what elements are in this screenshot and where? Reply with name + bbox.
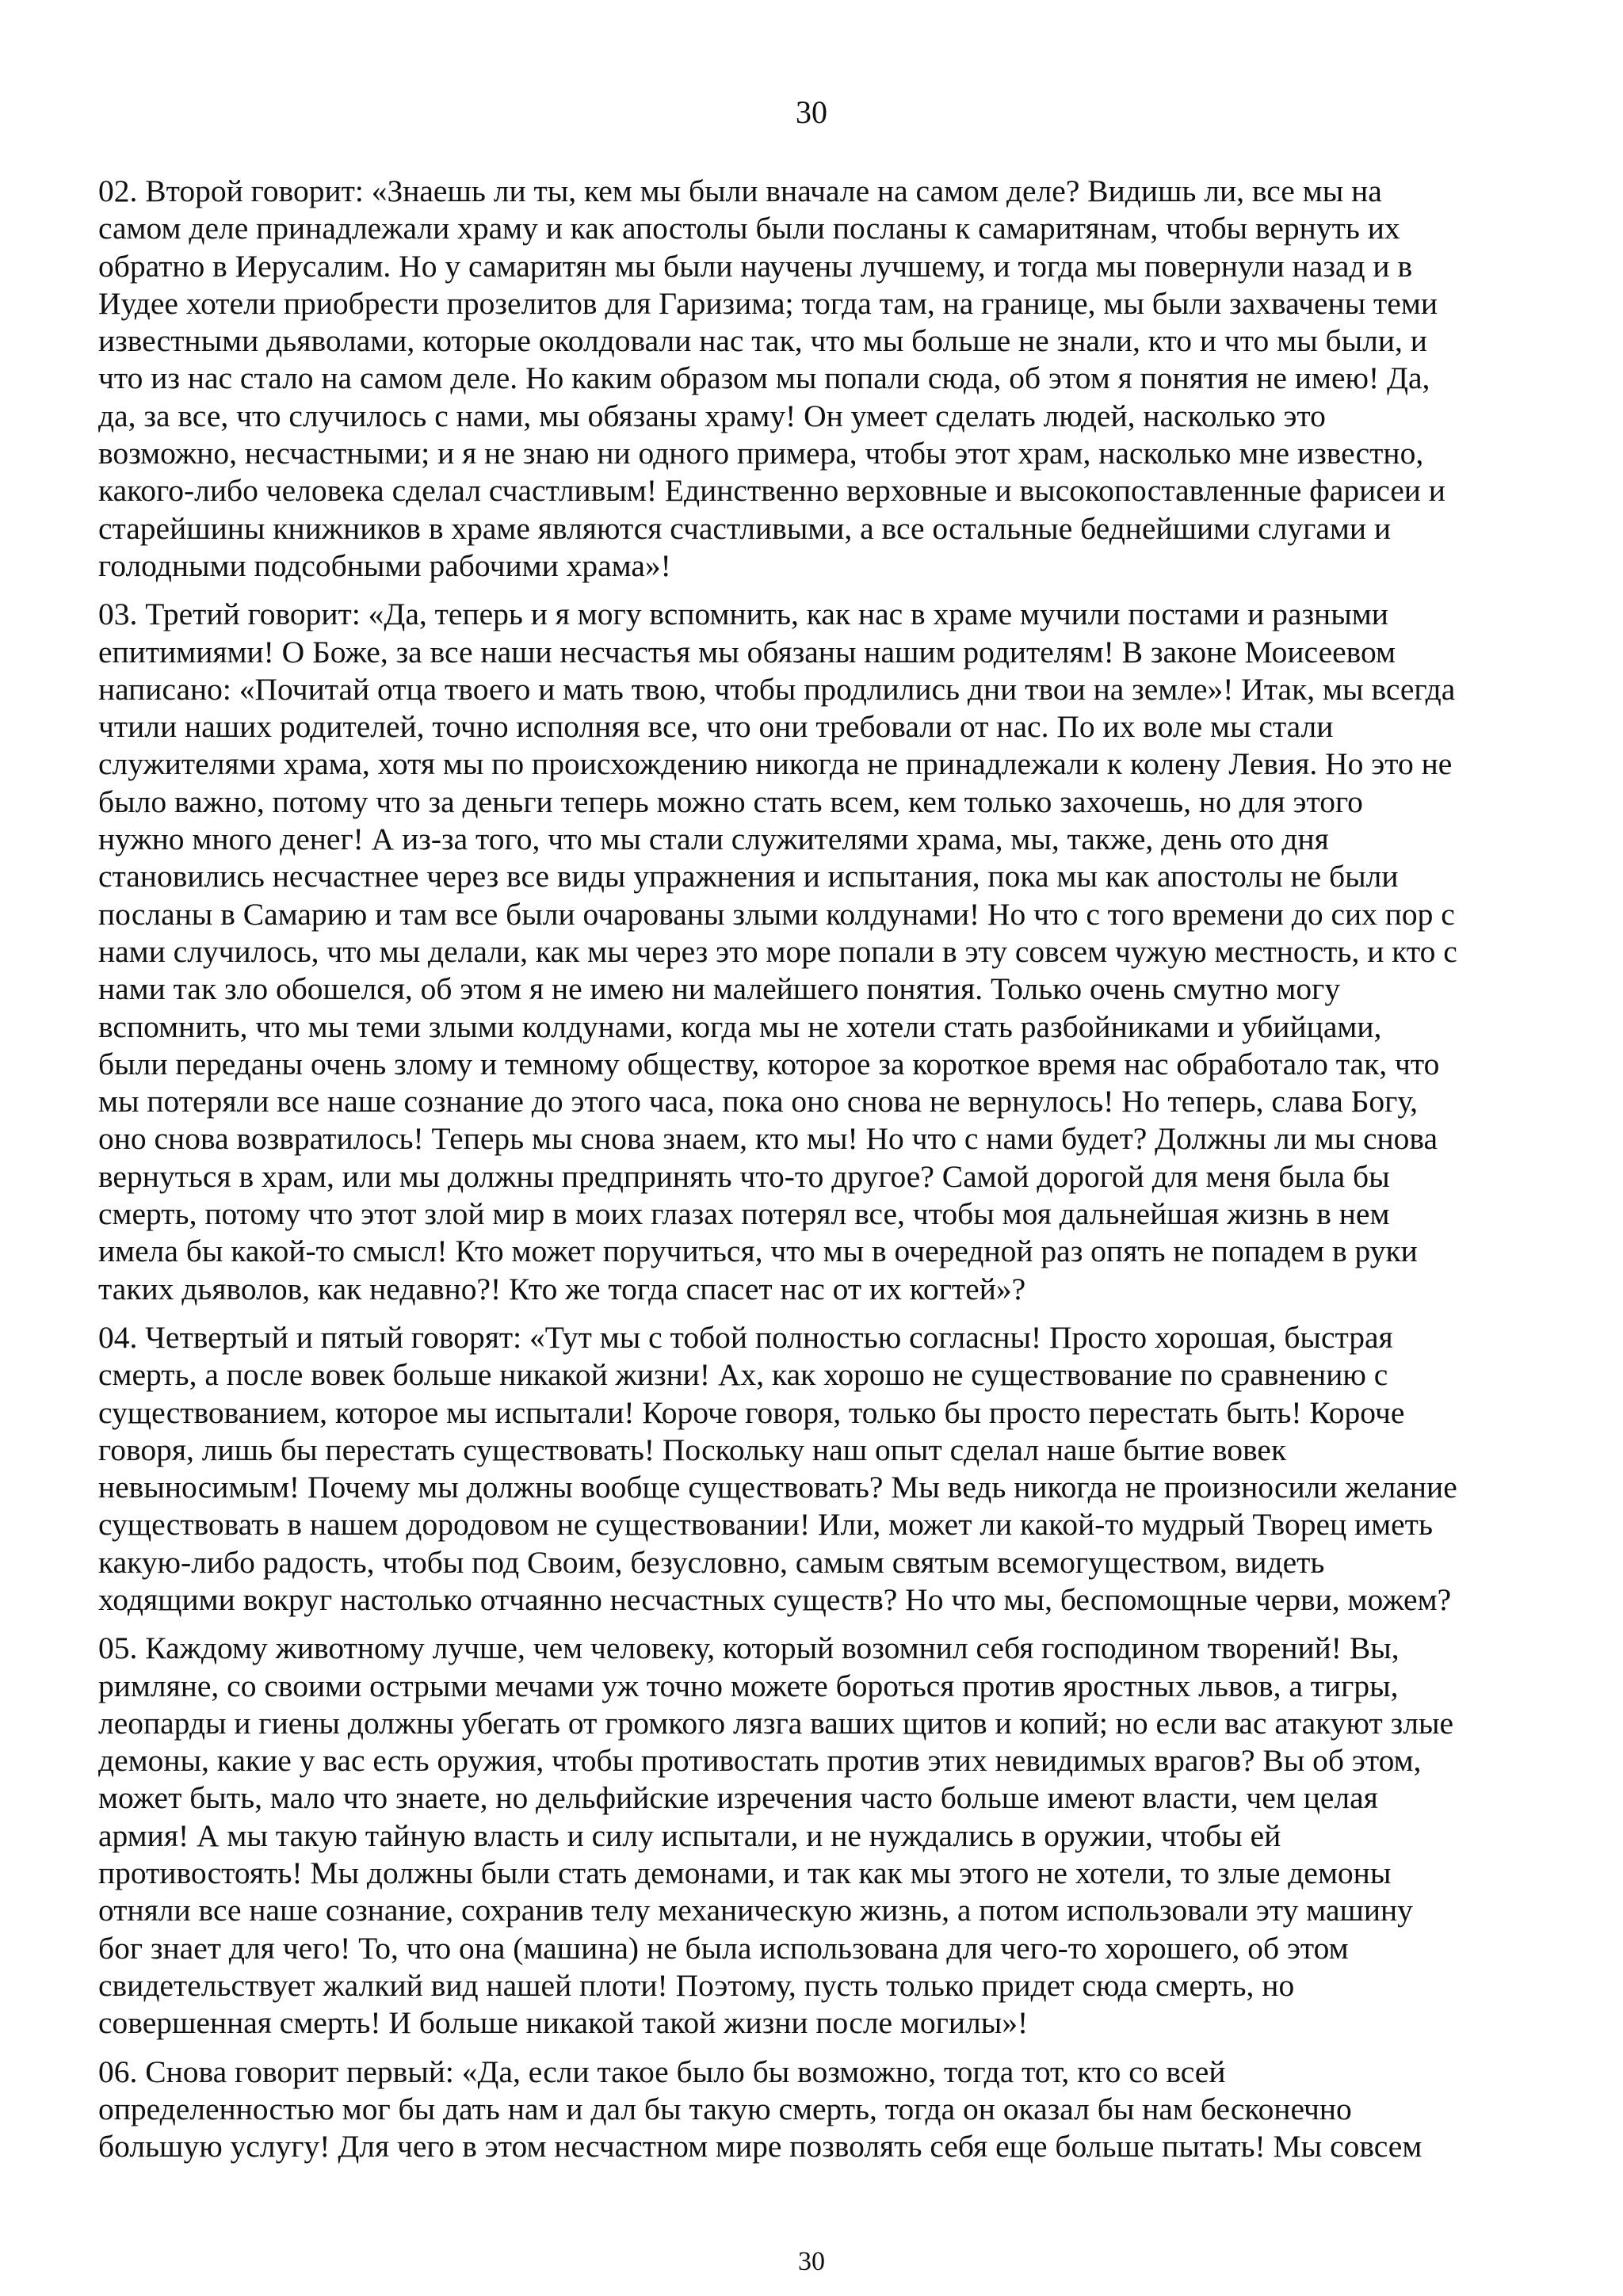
text-line: оно снова возвратилось! Теперь мы снова знаем, кто мы! Но что с нами будет? Должны ли мы снова xyxy=(98,1121,1438,1157)
text-line: служителями храма, хотя мы по происхождению никогда не принадлежали к колену Левия. Но это не xyxy=(98,746,1453,782)
text-line: нужно много денег! А из-за того, что мы стали служителями храма, мы, также, день ото дня xyxy=(98,822,1329,857)
text-line: бог знает для чего! То, что она (машина) не была использована для чего-то хорошего, об этом xyxy=(98,1930,1349,1966)
text-line: известными дьяволами, которые околдовали нас так, что мы больше не знали, кто и что мы были, и xyxy=(98,323,1427,359)
text-line: вернуться в храм, или мы должны предпринять что-то другое? Самой дорогой для меня была бы xyxy=(98,1158,1390,1194)
text-line: говоря, лишь бы перестать существовать! Поскольку наш опыт сделал наше бытие вовек xyxy=(98,1432,1287,1467)
paragraph xyxy=(98,173,1531,585)
text-line: Иудее хотели приобрести прозелитов для Гаризима; тогда там, на границе, мы были захвачены теми xyxy=(98,285,1438,321)
text-line: армия! А мы такую тайную власть и силу испытали, и не нуждались в оружии, чтобы ей xyxy=(98,1817,1281,1853)
text-line: противостоять! Мы должны были стать демонами, и так как мы этого не хотели, то злые демоны xyxy=(98,1855,1392,1891)
text-line: мы потеряли все наше сознание до этого часа, пока оно снова не вернулось! Но теперь, слава Богу, xyxy=(98,1084,1419,1119)
text-line: возможно, несчастными; и я не знаю ни одного примера, чтобы этот храм, насколько мне известно, xyxy=(98,436,1424,471)
text-line: римляне, со своими острыми мечами уж точно можете бороться против яростных львов, а тигры, xyxy=(98,1668,1399,1703)
text-line: голодными подсобными рабочими храма»! xyxy=(98,547,671,583)
text-line: совершенная смерть! И больше никакой такой жизни после могилы»! xyxy=(98,2005,1029,2041)
text-line: 06. Снова говорит первый: «Да, если такое было бы возможно, тогда тот, кто со всей xyxy=(98,2054,1226,2089)
text-line: таких дьяволов, как недавно?! Кто же тогда спасет нас от их когтей»? xyxy=(98,1271,1026,1306)
text-line: да, за все, что случилось с нами, мы обязаны храму! Он умеет сделать людей, насколько это xyxy=(98,398,1326,433)
text-line: 02. Второй говорит: «Знаешь ли ты, кем мы были вначале на самом деле? Видишь ли, все мы на xyxy=(98,174,1382,208)
text-line: может быть, мало что знаете, но дельфийские изречения часто больше имеют власти, чем целая xyxy=(98,1780,1378,1816)
text-line: становились несчастнее через все виды упражнения и испытания, пока мы как апостолы не были xyxy=(98,859,1399,894)
text-line: 04. Четвертый и пятый говорят: «Тут мы с тобой полностью согласны! Просто хорошая, быстрая xyxy=(98,1319,1393,1355)
text-line: нами случилось, что мы делали, как мы через это море попали в эту совсем чужую местность, и кто с xyxy=(98,933,1457,969)
text-line: большую услугу! Для чего в этом несчастном мире позволять себя еще больше пытать! Мы совсем xyxy=(98,2129,1423,2164)
text-line: были переданы очень злому и темному обществу, которое за короткое время нас обработало так, что xyxy=(98,1046,1440,1081)
document-body xyxy=(98,173,1531,2176)
text-line: существовать в нашем дородовом не существовании! Или, может ли какой-то мудрый Творец иметь xyxy=(98,1507,1433,1543)
text-line: отняли все наше сознание, сохранив телу механическую жизнь, а потом использовали эту машину xyxy=(98,1893,1413,1928)
paragraph xyxy=(98,596,1531,1308)
paragraph xyxy=(98,1630,1531,2042)
text-line: нами так зло обошелся, об этом я не имею ни малейшего понятия. Только очень смутно могу xyxy=(98,971,1341,1007)
text-line: невыносимым! Почему мы должны вообще существовать? Мы ведь никогда не произносили желание xyxy=(98,1470,1457,1505)
text-line: демоны, какие у вас есть оружия, чтобы противостать против этих невидимых врагов? Вы об этом, xyxy=(98,1743,1422,1779)
paragraph xyxy=(98,2054,1531,2166)
text-line: леопарды и гиены должны убегать от громкого лязга ваших щитов и копий; но если вас атакуют злые xyxy=(98,1705,1454,1741)
text-line: написано: «Почитай отца твоего и мать твою, чтобы продлились дни твои на земле»! Итак, мы всегда xyxy=(98,671,1456,707)
text-line: смерть, потому что этот злой мир в моих глазах потерял все, чтобы моя дальнейшая жизнь в нем xyxy=(98,1196,1390,1232)
text-line: существованием, которое мы испытали! Короче говоря, только бы просто перестать быть! Короче xyxy=(98,1394,1405,1430)
text-line: самом деле принадлежали храму и как апостолы были посланы к самаритянам, чтобы вернуть их xyxy=(98,211,1400,246)
text-line: свидетельствует жалкий вид нашей плоти! Поэтому, пусть только придет сюда смерть, но xyxy=(98,1967,1295,2003)
text-line: смерть, а после вовек больше никакой жизни! Ах, как хорошо не существование по сравнению с xyxy=(98,1357,1388,1393)
text-line: посланы в Самарию и там все были очарованы злыми колдунами! Но что с того времени до сих пор с xyxy=(98,896,1455,932)
page-number-footer: 30 xyxy=(798,2247,825,2276)
text-line: 03. Третий говорит: «Да, теперь и я могу вспомнить, как нас в храме мучили постами и разными xyxy=(98,597,1388,632)
text-line: имела бы какой-то смысл! Кто может поручиться, что мы в очередной раз опять не попадем в руки xyxy=(98,1234,1418,1269)
text-line: епитимиями! О Боже, за все наши несчастья мы обязаны нашим родителям! В законе Моисеевом xyxy=(98,634,1396,669)
text-line: ходящими вокруг настолько отчаянно несчастных существ? Но что мы, беспомощные черви, можем? xyxy=(98,1581,1452,1617)
text-line: было важно, потому что за деньги теперь можно стать всем, кем только захочешь, но для этого xyxy=(98,784,1363,819)
text-line: какую-либо радость, чтобы под Своим, безусловно, самым святым всемогуществом, видеть xyxy=(98,1544,1325,1580)
text-line: чтили наших родителей, точно исполняя все, что они требовали от нас. По их воле мы стали xyxy=(98,709,1334,745)
text-line: старейшины книжников в храме являются счастливыми, а все остальные беднейшими слугами и xyxy=(98,510,1392,546)
text-line: какого-либо человека сделал счастливым! Единственно верховные и высокопоставленные фарисеи и xyxy=(98,473,1445,509)
page-number-header: 30 xyxy=(796,94,827,130)
text-line: обратно в Иерусалим. Но у самаритян мы были научены лучшему, и тогда мы повернули назад и в xyxy=(98,248,1413,284)
text-line: определенностью мог бы дать нам и дал бы такую смерть, тогда он оказал бы нам бесконечно xyxy=(98,2091,1352,2126)
text-line: что из нас стало на самом деле. Но каким образом мы попали сюда, об этом я понятия не имею! Да, xyxy=(98,360,1430,396)
text-line: вспомнить, что мы теми злыми колдунами, когда мы не хотели стать разбойниками и убийцами, xyxy=(98,1009,1382,1044)
paragraph xyxy=(98,1319,1531,1619)
text-line: 05. Каждому животному лучше, чем человеку, который возомнил себя господином творений! Вы, xyxy=(98,1630,1400,1666)
